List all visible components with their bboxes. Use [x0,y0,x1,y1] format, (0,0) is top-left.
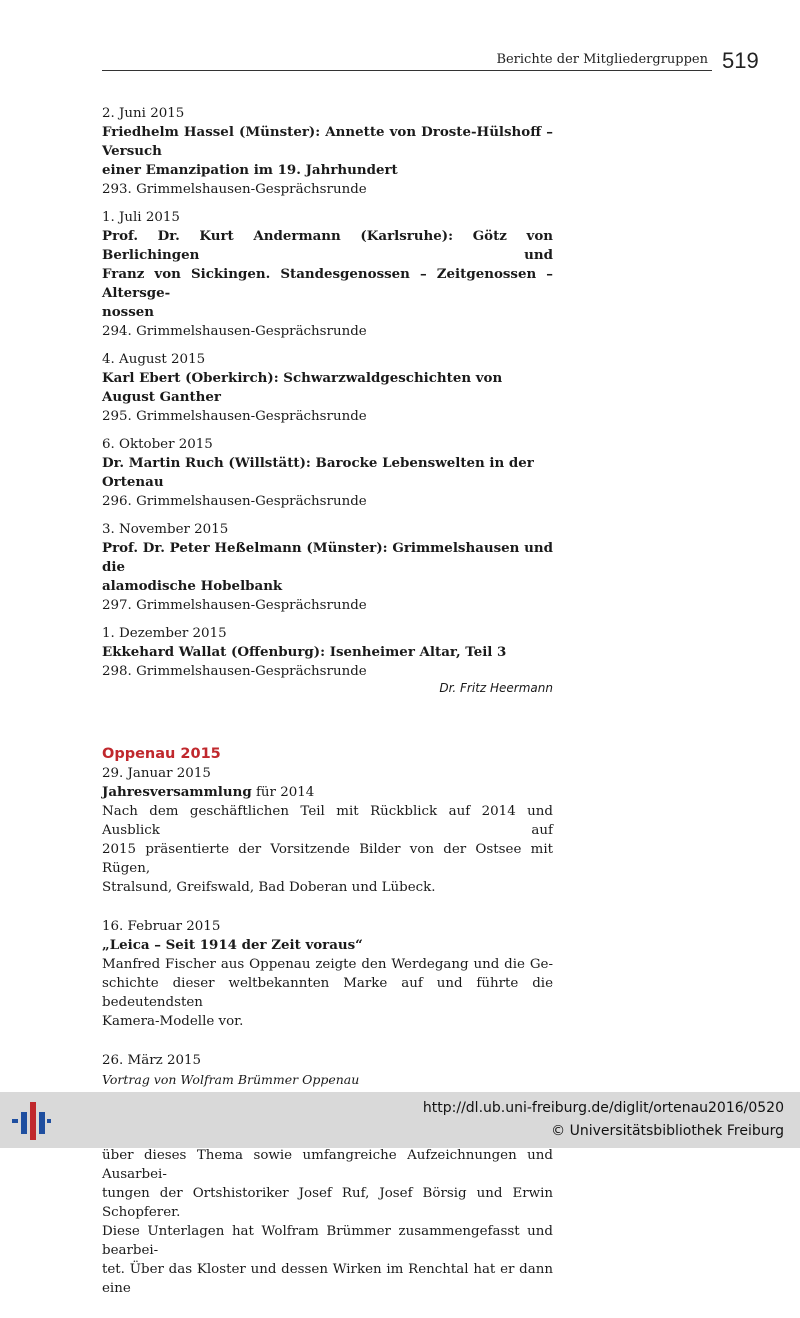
event-title: Dr. Martin Ruch (Willstätt): Barocke Lebenswelten in der Ortenau [102,455,534,490]
event-title: alamodische Hobelbank [102,578,283,594]
page-number: 519 [722,48,759,73]
event-title: Franz von Sickingen. Standesgenossen – Zeitgenossen – Altersge- [102,266,553,301]
event-series: 293. Grimmelshausen-Gesprächsrunde [102,182,367,197]
event-entry [102,104,553,199]
event-subtitle: Vortrag von Wolfram Brümmer Oppenau [102,1072,360,1087]
event-title-rest: für 2014 [251,785,315,800]
event-date: 1. Juli 2015 [102,210,180,225]
paragraph-line: schichte dieser weltbekannten Marke auf und führte die bedeutendsten [102,976,553,1010]
paragraph-line: 2015 präsentierte der Vorsitzende Bilder von der Ostsee mit Rügen, [102,842,553,876]
footer-copyright: © Universitätsbibliothek Freiburg [551,1123,784,1139]
ub-freiburg-logo-icon [10,1100,52,1142]
event-series: 295. Grimmelshausen-Gesprächsrunde [102,409,367,424]
event-title: Ekkehard Wallat (Offenburg): Isenheimer Altar, Teil 3 [102,644,507,660]
event-title: einer Emanzipation im 19. Jahrhundert [102,162,398,178]
paragraph-line: Stralsund, Greifswald, Bad Doberan und Lübeck. [102,880,436,895]
event-date: 1. Dezember 2015 [102,626,227,641]
event-date: 3. November 2015 [102,522,229,537]
event-entry [102,764,553,897]
event-series: 294. Grimmelshausen-Gesprächsrunde [102,324,367,339]
paragraph-line: Nach dem geschäftlichen Teil mit Rückblick auf 2014 und Ausblick auf [102,804,553,838]
event-series: 296. Grimmelshausen-Gesprächsrunde [102,494,367,509]
event-title: Friedhelm Hassel (Münster): Annette von Droste-Hülshoff – Versuch [102,124,553,159]
footer-bar [0,1092,800,1148]
event-title-bold: Jahresversammlung [102,784,252,800]
event-entry [102,208,553,341]
footer-url-link[interactable]: http://dl.ub.uni-freiburg.de/diglit/ortenau2016/0520 [422,1100,784,1116]
event-entry [102,917,553,1031]
event-series: 298. Grimmelshausen-Gesprächsrunde [102,664,367,679]
paragraph-line: Kamera-Modelle vor. [102,1014,244,1029]
event-series: 297. Grimmelshausen-Gesprächsrunde [102,598,367,613]
event-title: Prof. Dr. Kurt Andermann (Karlsruhe): Götz von Berlichingen und [102,228,553,263]
event-date: 6. Oktober 2015 [102,437,213,452]
event-date: 4. August 2015 [102,352,206,367]
event-entry [102,350,553,426]
event-date: 29. Januar 2015 [102,766,211,781]
event-entry [102,435,553,511]
running-header: Berichte der Mitgliedergruppen [496,52,708,67]
event-date: 2. Juni 2015 [102,106,185,121]
author-signature: Dr. Fritz Heermann [439,681,553,695]
event-entry [102,1051,553,1298]
event-title: Prof. Dr. Peter Heßelmann (Münster): Grimmelshausen und die [102,540,553,575]
event-title: nossen [102,304,154,320]
paragraph-line: tet. Über das Kloster und dessen Wirken im Renchtal hat er dann eine [102,1262,553,1296]
paragraph-line: über dieses Thema sowie umfangreiche Aufzeichnungen und Ausarbei- [102,1148,553,1182]
event-title: Karl Ebert (Oberkirch): Schwarzwaldgeschichten von August Ganther [102,370,503,405]
event-title [102,783,553,802]
section-heading: Oppenau 2015 [102,746,221,762]
event-date: 26. März 2015 [102,1053,202,1068]
paragraph-line: tungen der Ortshistoriker Josef Ruf, Josef Börsig und Erwin Schopferer. [102,1186,553,1220]
event-entry [102,520,553,615]
event-entry [102,624,553,681]
event-title: „Leica – Seit 1914 der Zeit voraus“ [102,937,363,953]
event-date: 16. Februar 2015 [102,919,221,934]
header-rule [102,70,712,71]
paragraph-line: Manfred Fischer aus Oppenau zeigte den Werdegang und die Ge- [102,957,553,972]
paragraph-line: Diese Unterlagen hat Wolfram Brümmer zusammengefasst und bearbei- [102,1224,553,1258]
